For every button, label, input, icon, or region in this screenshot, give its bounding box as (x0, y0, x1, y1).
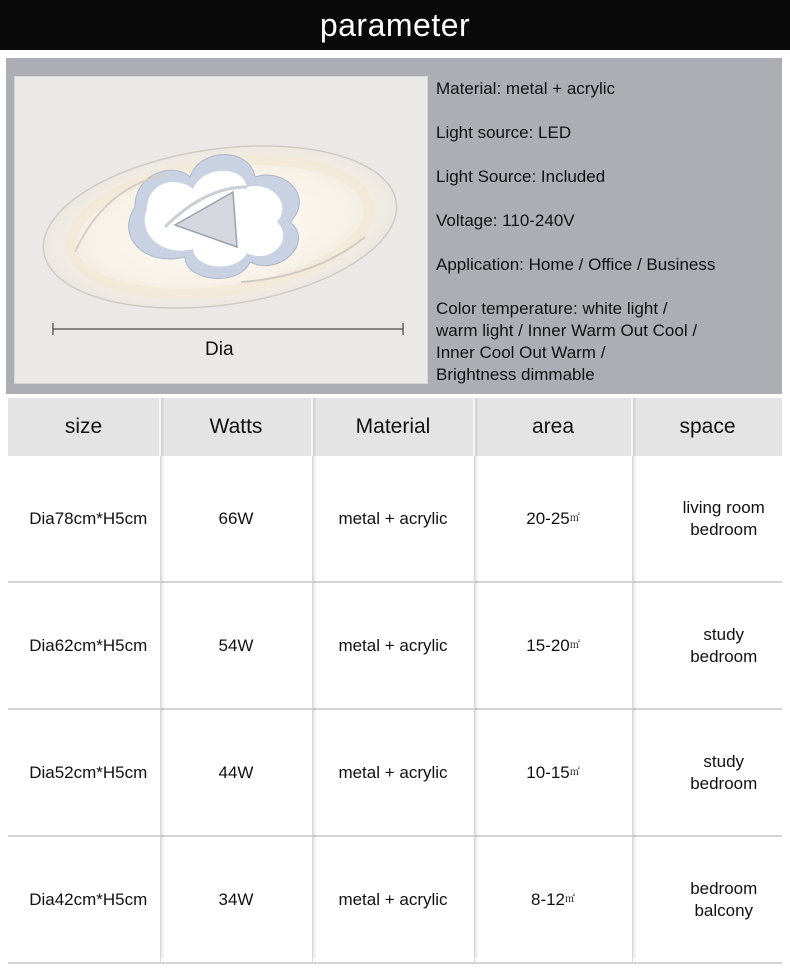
space-line-1: living room (682, 497, 765, 517)
page-title-text: parameter (319, 6, 471, 43)
cell-space (632, 582, 782, 709)
column-divider (313, 398, 317, 958)
spec-color-temp-1: Color temperature: white light / (436, 299, 668, 318)
spec-material: Material: metal + acrylic (436, 79, 616, 98)
spec-panel (6, 58, 782, 394)
spec-light-included: Light Source: Included (436, 167, 606, 186)
cell-watts: 54W (160, 582, 312, 709)
dimension-label: Dia (205, 339, 234, 360)
cell-size: Dia62cm*H5cm (8, 582, 160, 709)
space-line-1: study (703, 751, 745, 771)
cell-material: metal + acrylic (312, 709, 474, 836)
table-row (8, 709, 782, 836)
parameter-table (8, 398, 782, 964)
area-unit: ㎡ (569, 766, 580, 778)
spec-voltage: Voltage: 110-240V (436, 211, 575, 230)
cell-area (474, 836, 632, 963)
space-line-1: study (703, 624, 745, 644)
area-unit: ㎡ (565, 893, 576, 905)
space-line-2: bedroom (690, 773, 758, 793)
header-size: size (8, 398, 160, 456)
cell-space (632, 709, 782, 836)
cell-material: metal + acrylic (312, 836, 474, 963)
spec-light-source: Light source: LED (436, 123, 572, 142)
column-divider (161, 398, 165, 958)
spec-color-temp-4: Brightness dimmable (436, 365, 595, 384)
cell-area (474, 709, 632, 836)
spec-list (436, 78, 776, 386)
header-material: Material (312, 398, 474, 456)
cell-area (474, 456, 632, 582)
table-row (8, 456, 782, 582)
space-line-2: balcony (694, 900, 754, 920)
cell-watts: 66W (160, 456, 312, 582)
area-unit: ㎡ (569, 512, 580, 524)
header-area: area (474, 398, 632, 456)
header-space: space (632, 398, 782, 456)
table-row (8, 836, 782, 963)
cell-material: metal + acrylic (312, 456, 474, 582)
spec-color-temp-2: warm light / Inner Warm Out Cool / (436, 321, 698, 340)
table-header-row (8, 398, 782, 456)
cell-space (632, 456, 782, 582)
cell-size: Dia52cm*H5cm (8, 709, 160, 836)
area-value: 8-12 (530, 889, 566, 909)
cell-space (632, 836, 782, 963)
cell-material: metal + acrylic (312, 582, 474, 709)
cell-size: Dia42cm*H5cm (8, 836, 160, 963)
area-unit: ㎡ (569, 639, 580, 651)
area-value: 15-20 (526, 635, 570, 655)
product-photo (14, 76, 428, 384)
table-row (8, 582, 782, 709)
spec-application: Application: Home / Office / Business (436, 255, 716, 274)
column-divider (633, 398, 637, 958)
cell-area (474, 582, 632, 709)
space-line-2: bedroom (690, 646, 758, 666)
ceiling-lamp-illustration (15, 77, 427, 383)
spec-color-temp-3: Inner Cool Out Warm / (436, 343, 606, 362)
page-title (0, 0, 790, 50)
cell-watts: 34W (160, 836, 312, 963)
area-value: 20-25 (526, 508, 570, 528)
cell-size: Dia78cm*H5cm (8, 456, 160, 582)
space-line-2: bedroom (690, 519, 758, 539)
space-line-1: bedroom (690, 878, 758, 898)
header-watts: Watts (160, 398, 312, 456)
cell-watts: 44W (160, 709, 312, 836)
area-value: 10-15 (526, 762, 570, 782)
column-divider (475, 398, 479, 958)
